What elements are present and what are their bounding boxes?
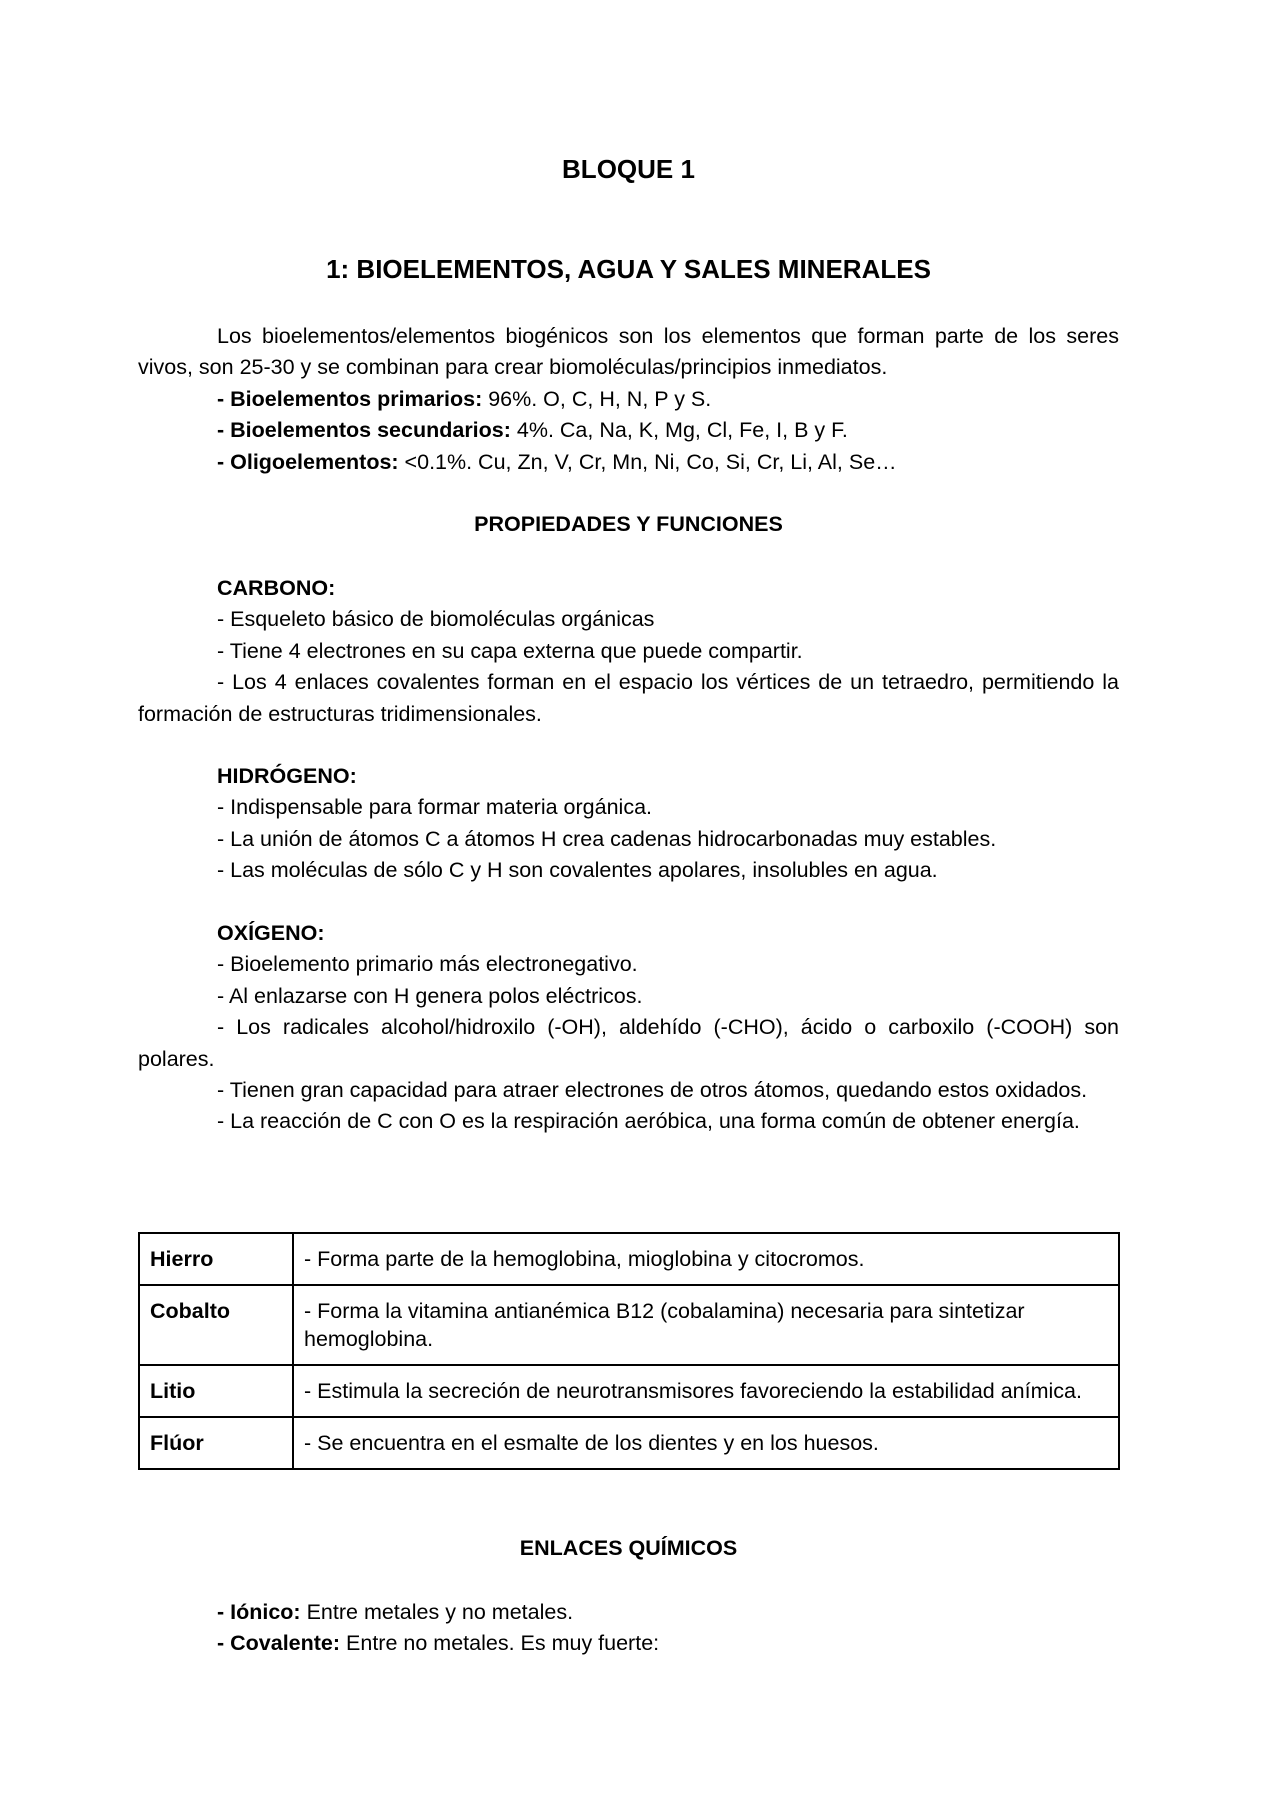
list-item <box>138 1628 1119 1659</box>
oxigeno-heading: OXÍGENO: <box>217 921 325 945</box>
carbono-heading: CARBONO: <box>217 576 336 600</box>
item-text: <0.1%. Cu, Zn, V, Cr, Mn, Ni, Co, Si, Cr, Li, Al, Se… <box>398 449 897 474</box>
element-name: Flúor <box>139 1417 293 1469</box>
item-text: Entre metales y no metales. <box>300 1600 574 1624</box>
enlaces-heading: ENLACES QUÍMICOS <box>519 1536 738 1560</box>
table-row <box>139 1285 1119 1365</box>
element-name: Litio <box>139 1365 293 1417</box>
item-label: - Oligoelementos: <box>217 449 399 474</box>
element-name: Cobalto <box>139 1285 293 1365</box>
element-description: - Forma la vitamina antianémica B12 (cobalamina) necesaria para sintetizar hemoglobina. <box>293 1285 1119 1365</box>
intro-paragraph: Los bioelementos/elementos biogénicos son los elementos que forman parte de los seres vivos, son 25-30 y se combinan para crear biomoléculas/principios inmediatos. <box>138 324 1119 380</box>
item-text: 4%. Ca, Na, K, Mg, Cl, Fe, I, B y F. <box>510 418 848 443</box>
propiedades-heading: PROPIEDADES Y FUNCIONES <box>474 512 783 536</box>
element-description: - Se encuentra en el esmalte de los dientes y en los huesos. <box>293 1417 1119 1469</box>
table-row <box>139 1417 1119 1469</box>
item-text: Entre no metales. Es muy fuerte: <box>340 1631 660 1656</box>
item-text: 96%. O, C, H, N, P y S. <box>482 386 712 411</box>
oligoelement-table <box>138 1232 1120 1470</box>
table-row <box>139 1233 1119 1285</box>
list-item: - Los 4 enlaces covalentes forman en el espacio los vértices de un tetraedro, permitiendo la formación de estructuras tridimensionales. <box>138 670 1119 726</box>
element-description: - Forma parte de la hemoglobina, mioglobina y citocromos. <box>293 1233 1119 1285</box>
oxigeno-section <box>138 918 1119 1138</box>
list-item: - Bioelemento primario más electronegativo. <box>217 952 638 977</box>
carbono-section <box>138 573 1119 730</box>
item-label: - Iónico: <box>217 1600 301 1624</box>
list-item: - Esqueleto básico de biomoléculas orgánicas <box>217 607 655 632</box>
list-item: - Tiene 4 electrones en su capa externa que puede compartir. <box>217 638 803 663</box>
list-item: - Los radicales alcohol/hidroxilo (-OH), aldehído (-CHO), ácido o carboxilo (-COOH) son polares. <box>138 1015 1119 1071</box>
list-item: - Al enlazarse con H genera polos eléctricos. <box>217 983 643 1008</box>
element-description: - Estimula la secreción de neurotransmisores favoreciendo la estabilidad anímica. <box>293 1365 1119 1417</box>
list-item <box>138 415 1119 446</box>
bloque-title: BLOQUE 1 <box>562 154 695 184</box>
list-item <box>138 384 1119 415</box>
intro-section <box>138 321 1119 478</box>
element-name: Hierro <box>139 1233 293 1285</box>
enlaces-section <box>138 1597 1119 1660</box>
list-item: - Las moléculas de sólo C y H son covalentes apolares, insolubles en agua. <box>217 858 938 883</box>
tema-title: 1: BIOELEMENTOS, AGUA Y SALES MINERALES <box>326 254 931 284</box>
item-label: - Bioelementos primarios: <box>217 386 483 411</box>
item-label: - Bioelementos secundarios: <box>217 418 511 443</box>
list-item <box>138 447 1119 478</box>
list-item: - La reacción de C con O es la respiración aeróbica, una forma común de obtener energía. <box>217 1109 1080 1134</box>
list-item: - Tienen gran capacidad para atraer electrones de otros átomos, quedando estos oxidados. <box>217 1078 1088 1103</box>
list-item: - Indispensable para formar materia orgánica. <box>217 795 652 820</box>
hidrogeno-section <box>138 761 1119 887</box>
table-row <box>139 1365 1119 1417</box>
hidrogeno-heading: HIDRÓGENO: <box>217 764 357 788</box>
list-item <box>138 1597 1119 1628</box>
list-item: - La unión de átomos C a átomos H crea cadenas hidrocarbonadas muy estables. <box>217 826 997 851</box>
item-label: - Covalente: <box>217 1631 341 1656</box>
